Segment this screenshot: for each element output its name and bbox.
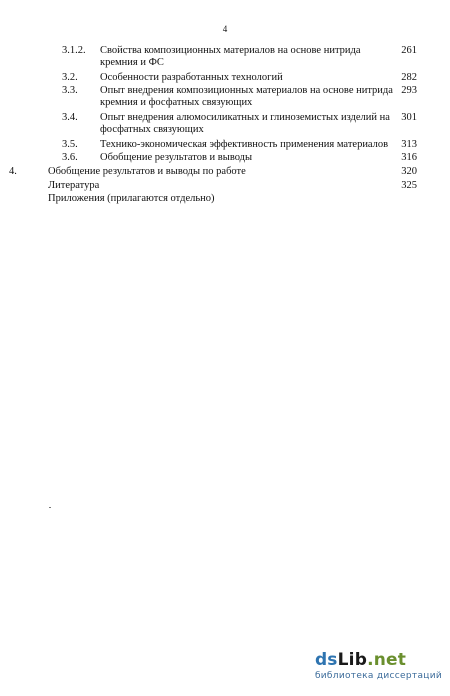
toc-entry-title: Литература <box>48 180 100 191</box>
toc-entry <box>0 85 450 109</box>
toc-entry-title: кремния и фосфатных связующих <box>100 97 253 108</box>
toc-entry-title: Опыт внедрения композиционных материалов на основе нитрида <box>100 85 393 96</box>
toc-entry-page: 301 <box>401 112 417 123</box>
toc-entry <box>0 139 450 151</box>
toc-entry-title: Обобщение результатов и выводы по работе <box>48 166 246 177</box>
toc-entry-number: 4. <box>9 166 17 177</box>
toc-entry <box>0 193 450 205</box>
toc-entry <box>0 152 450 164</box>
toc-entry-page: 282 <box>401 72 417 83</box>
watermark-logo-lib: Lib <box>337 650 368 670</box>
toc-entry-number: 3.4. <box>62 112 78 123</box>
toc-entry-page: 325 <box>401 180 417 191</box>
toc-entry-page: 313 <box>401 139 417 150</box>
watermark-logo-net: .net <box>367 650 407 670</box>
toc-entry-number: 3.1.2. <box>62 45 86 56</box>
toc-entry-title: Особенности разработанных технологий <box>100 72 283 83</box>
watermark-logo <box>315 650 442 670</box>
toc-entry-title: Обобщение результатов и выводы <box>100 152 253 163</box>
toc-entry <box>0 180 450 192</box>
toc-entry-page: 320 <box>401 166 417 177</box>
toc-entry-number: 3.5. <box>62 139 78 150</box>
scan-speck <box>49 507 51 508</box>
toc-entry <box>0 72 450 84</box>
toc-entry-page: 316 <box>401 152 417 163</box>
watermark <box>315 650 442 681</box>
toc-entry-title: Опыт внедрения алюмосиликатных и глиноземистых изделий на <box>100 112 390 123</box>
toc-entry-title: Технико-экономическая эффективность применения материалов <box>100 139 389 150</box>
toc-entry-number: 3.3. <box>62 85 78 96</box>
toc-entry <box>0 166 450 178</box>
toc-entry-number: 3.6. <box>62 152 78 163</box>
page-number: 4 <box>222 24 228 34</box>
toc-entry-title: Свойства композиционных материалов на основе нитрида <box>100 45 361 56</box>
toc-entry-title: кремния и ФС <box>100 57 164 68</box>
toc-entry-page: 293 <box>401 85 417 96</box>
watermark-tagline: библиотека диссертаций <box>314 671 442 681</box>
toc-entry-number: 3.2. <box>62 72 78 83</box>
toc-entry-page: 261 <box>401 45 417 56</box>
toc-entry-title: Приложения (прилагаются отдельно) <box>48 193 215 204</box>
toc-entry <box>0 45 450 69</box>
watermark-logo-ds: ds <box>314 650 338 670</box>
toc-entry-title: фосфатных связующих <box>100 124 204 135</box>
toc-entry <box>0 112 450 136</box>
